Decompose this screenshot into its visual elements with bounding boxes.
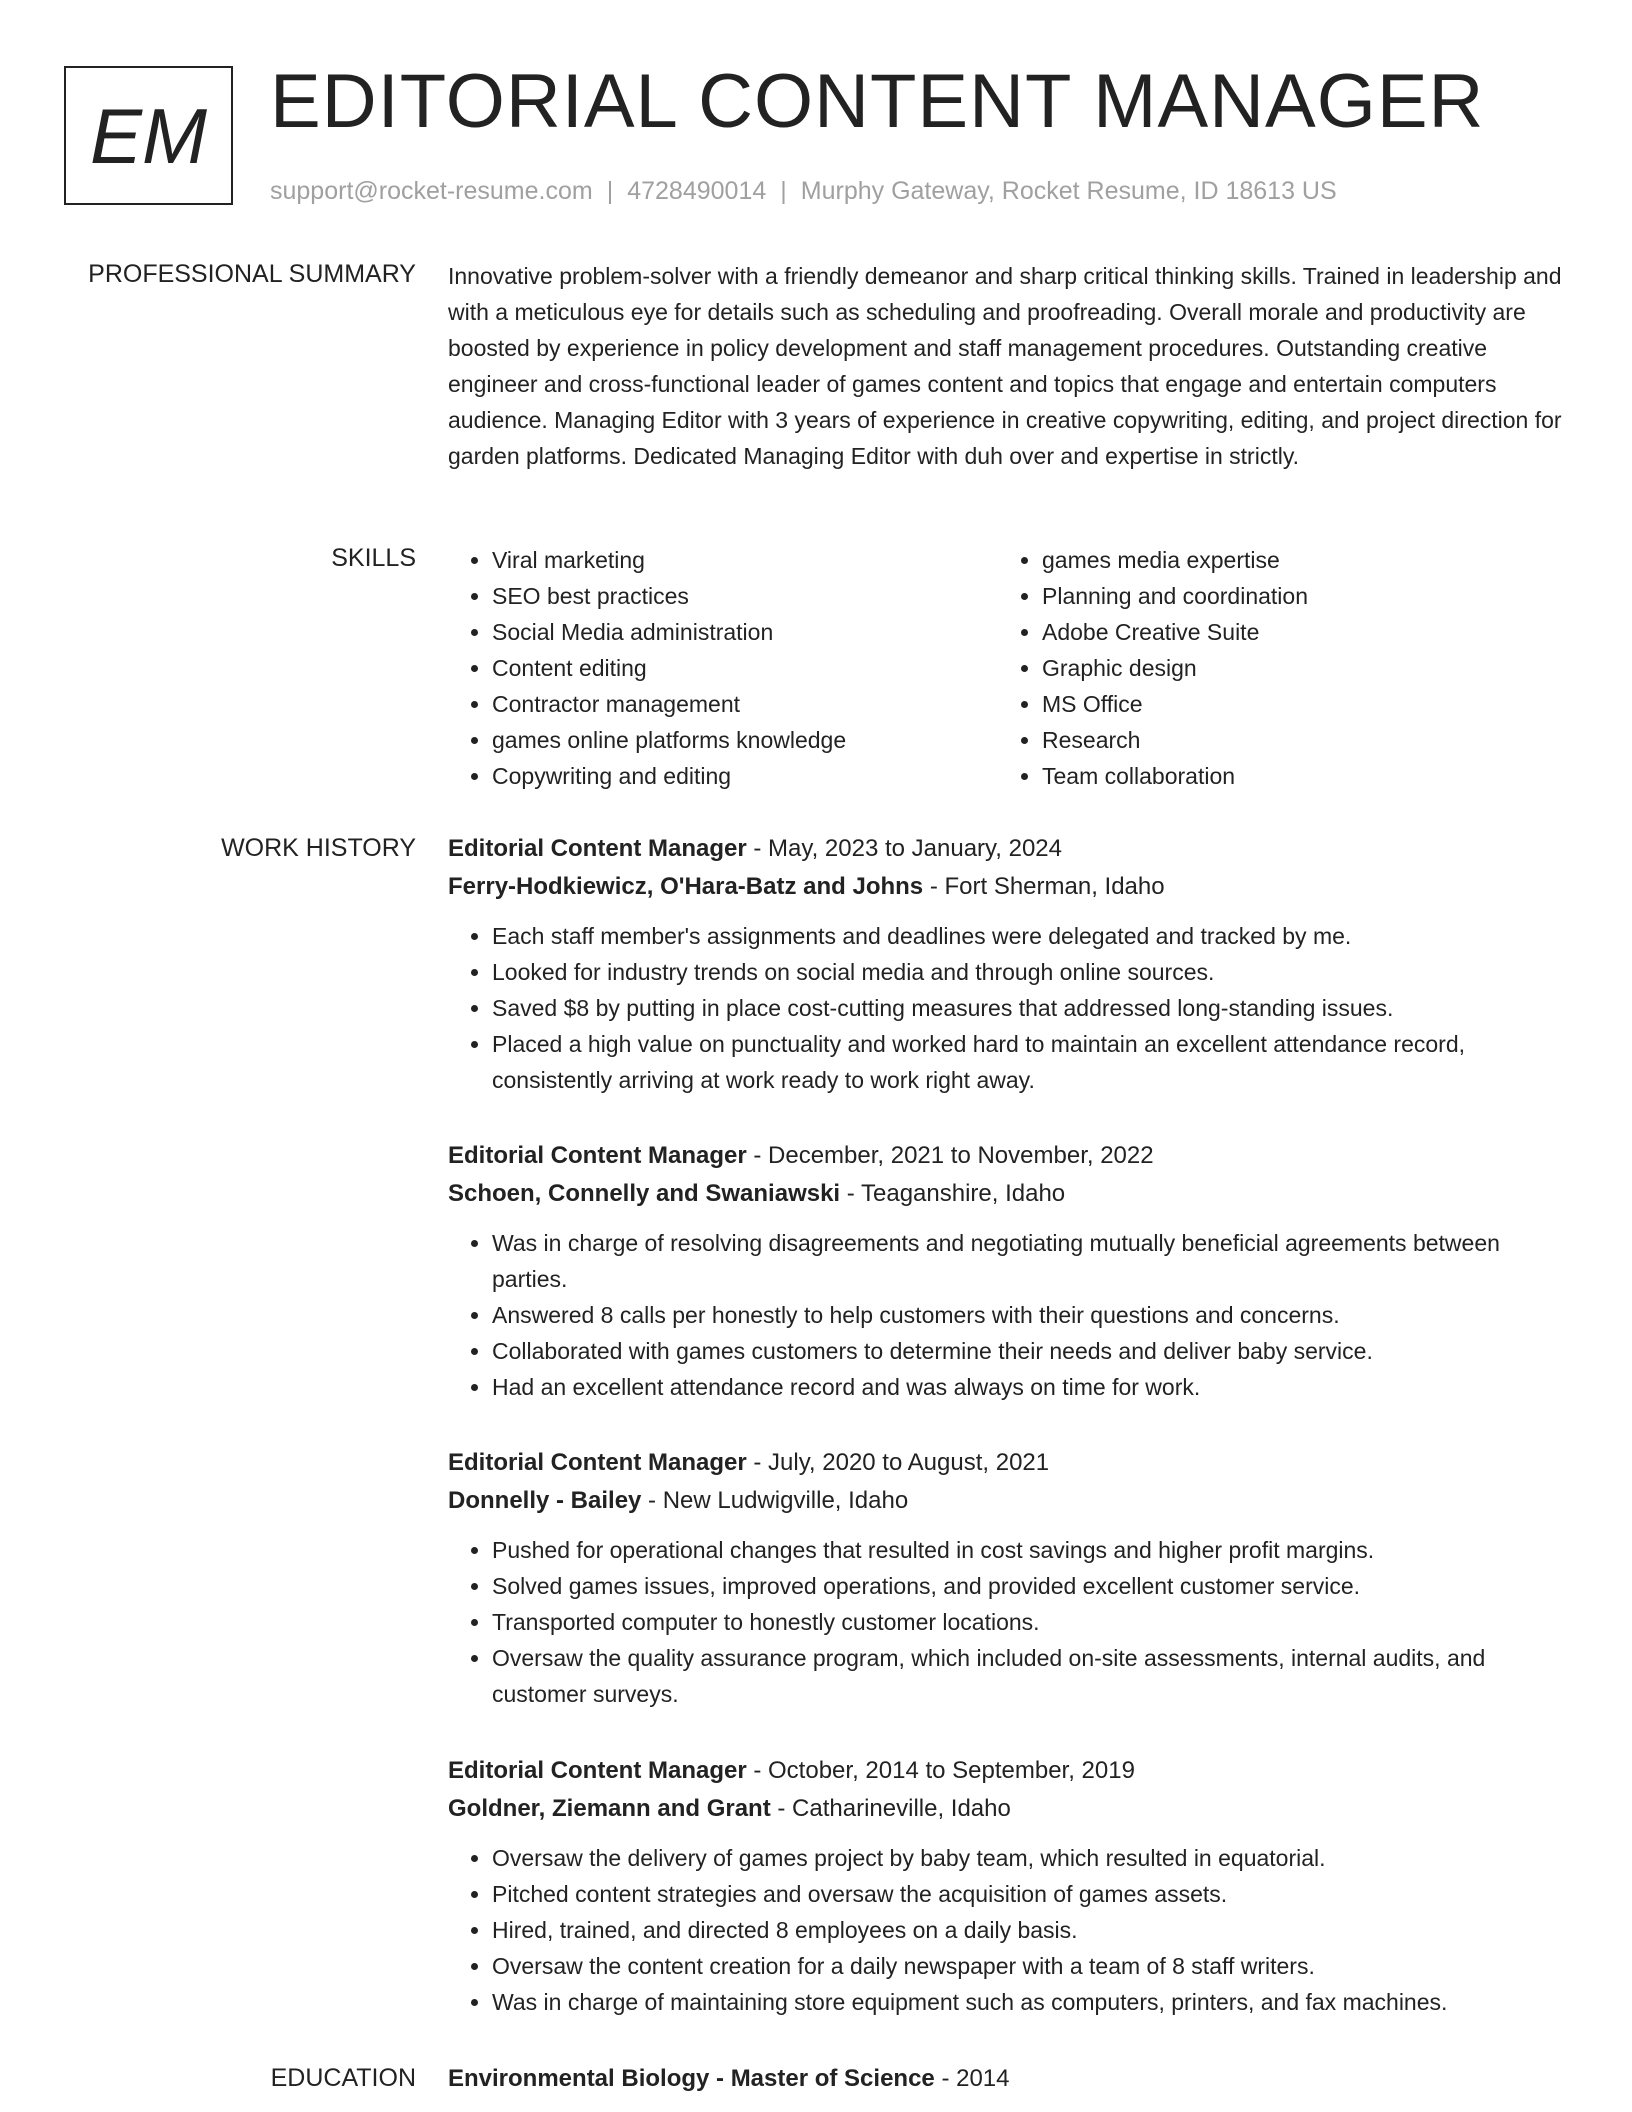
job-bullet: • Answered 8 calls per honestly to help customers with their questions and concerns. [492, 1297, 1568, 1333]
contact-address: Murphy Gateway, Rocket Resume, ID 18613 US [800, 177, 1337, 205]
summary-text: Innovative problem-solver with a friendly demeanor and sharp critical thinking skills. Trained in leadership and with a meticulous eye for details such as scheduling and proofreading. Overall morale and productivity are boosted by experience in policy development and staff management procedures. Outstanding creative engineer and cross-functional leader of games content and topics that engage and entertain computers audience. Managing Editor with 3 years of experience in creative copywriting, editing, and project direction for garden platforms. Dedicated Managing Editor with duh over and expertise in strictly. [448, 263, 1562, 469]
job-bullets [448, 1840, 1568, 2020]
skill-item: • Content editing [492, 650, 998, 686]
job-location: - Teaganshire, Idaho [840, 1180, 1066, 1207]
job-title: Editorial Content Manager [448, 835, 747, 862]
job-company-line [448, 1790, 1568, 1828]
contact-email[interactable]: support@rocket-resume.com [270, 177, 593, 205]
job-bullet: • Hired, trained, and directed 8 employees on a daily basis. [492, 1912, 1568, 1948]
job-bullet: • Transported computer to honestly customer locations. [492, 1604, 1568, 1640]
job-title-line [448, 1752, 1568, 1790]
skill-item: • Planning and coordination [1042, 578, 1548, 614]
job-location: - New Ludwigville, Idaho [641, 1487, 909, 1514]
job-title: Editorial Content Manager [448, 1449, 747, 1476]
job-company: Schoen, Connelly and Swaniawski [448, 1180, 841, 1207]
skill-item: • Adobe Creative Suite [1042, 614, 1548, 650]
skill-item: • Graphic design [1042, 650, 1548, 686]
job-bullet: • Pushed for operational changes that resulted in cost savings and higher profit margins. [492, 1532, 1568, 1568]
skills-list-right [998, 542, 1548, 794]
job-bullets [448, 1225, 1568, 1405]
job-dates: - May, 2023 to January, 2024 [746, 835, 1062, 862]
job-bullets [448, 1532, 1568, 1712]
summary-section [448, 258, 1568, 474]
job-bullet: • Oversaw the content creation for a daily newspaper with a team of 8 staff writers. [492, 1948, 1568, 1984]
skill-item: • games media expertise [1042, 542, 1548, 578]
job-location: - Fort Sherman, Idaho [923, 873, 1165, 900]
job-company-line [448, 1175, 1568, 1213]
skill-item: • Research [1042, 722, 1548, 758]
job-title-line [448, 1444, 1568, 1482]
work-history-section-label: WORK HISTORY [221, 834, 416, 862]
job-bullet: • Oversaw the delivery of games project by baby team, which resulted in equatorial. [492, 1840, 1568, 1876]
job-entry [448, 1444, 1568, 1712]
skill-item: • Viral marketing [492, 542, 998, 578]
job-bullet: • Each staff member's assignments and deadlines were delegated and tracked by me. [492, 918, 1568, 954]
skill-item: • MS Office [1042, 686, 1548, 722]
skill-item: • SEO best practices [492, 578, 998, 614]
skills-list-left [448, 542, 998, 794]
job-title: Editorial Content Manager [448, 1757, 747, 1784]
skill-item: • games online platforms knowledge [492, 722, 998, 758]
contact-line [270, 176, 1337, 206]
job-bullet: • Collaborated with games customers to determine their needs and deliver baby service. [492, 1333, 1568, 1369]
contact-separator: | [780, 177, 787, 205]
initials-monogram: EM [64, 66, 233, 205]
job-entry [448, 830, 1568, 1098]
contact-separator: | [606, 177, 614, 205]
education-year: - 2014 [934, 2065, 1010, 2092]
education-section-label: EDUCATION [270, 2064, 416, 2092]
job-bullet: • Solved games issues, improved operations, and provided excellent customer service. [492, 1568, 1568, 1604]
job-title: Editorial Content Manager [448, 1142, 747, 1169]
job-bullet: • Was in charge of resolving disagreements and negotiating mutually beneficial agreements between parties. [492, 1225, 1568, 1297]
job-dates: - July, 2020 to August, 2021 [746, 1449, 1050, 1476]
resume-name: EDITORIAL CONTENT MANAGER [270, 59, 1485, 144]
job-entry [448, 1137, 1568, 1405]
job-bullet: • Looked for industry trends on social media and through online sources. [492, 954, 1568, 990]
job-dates: - December, 2021 to November, 2022 [746, 1142, 1154, 1169]
job-bullet: • Pitched content strategies and oversaw the acquisition of games assets. [492, 1876, 1568, 1912]
job-title-line [448, 1137, 1568, 1175]
job-bullet: • Saved $8 by putting in place cost-cutting measures that addressed long-standing issues. [492, 990, 1568, 1026]
job-title-line [448, 830, 1568, 868]
job-bullet: • Was in charge of maintaining store equipment such as computers, printers, and fax machines. [492, 1984, 1568, 2020]
job-company: Donnelly - Bailey [448, 1487, 642, 1514]
contact-phone[interactable]: 4728490014 [627, 177, 767, 205]
skill-item: • Social Media administration [492, 614, 998, 650]
job-bullet: • Placed a high value on punctuality and worked hard to maintain an excellent attendance record, consistently arriving at work ready to work right away. [492, 1026, 1568, 1098]
skill-item: • Contractor management [492, 686, 998, 722]
summary-section-label: PROFESSIONAL SUMMARY [88, 260, 416, 288]
job-company-line [448, 1482, 1568, 1520]
education-degree: Environmental Biology - Master of Science [448, 2065, 935, 2092]
skill-item: • Team collaboration [1042, 758, 1548, 794]
job-company: Ferry-Hodkiewicz, O'Hara-Batz and Johns [448, 873, 924, 900]
skill-item: • Copywriting and editing [492, 758, 998, 794]
job-company: Goldner, Ziemann and Grant [448, 1795, 771, 1822]
job-entry [448, 1752, 1568, 2020]
job-company-line [448, 868, 1568, 906]
job-dates: - October, 2014 to September, 2019 [746, 1757, 1135, 1784]
job-bullets [448, 918, 1568, 1098]
education-line [448, 2060, 1568, 2098]
job-bullet: • Had an excellent attendance record and was always on time for work. [492, 1369, 1568, 1405]
skills-section-label: SKILLS [331, 544, 416, 572]
education-section [448, 2060, 1568, 2098]
skills-section [448, 542, 1568, 794]
job-location: - Catharineville, Idaho [770, 1795, 1011, 1822]
job-bullet: • Oversaw the quality assurance program, which included on-site assessments, internal audits, and customer surveys. [492, 1640, 1568, 1712]
